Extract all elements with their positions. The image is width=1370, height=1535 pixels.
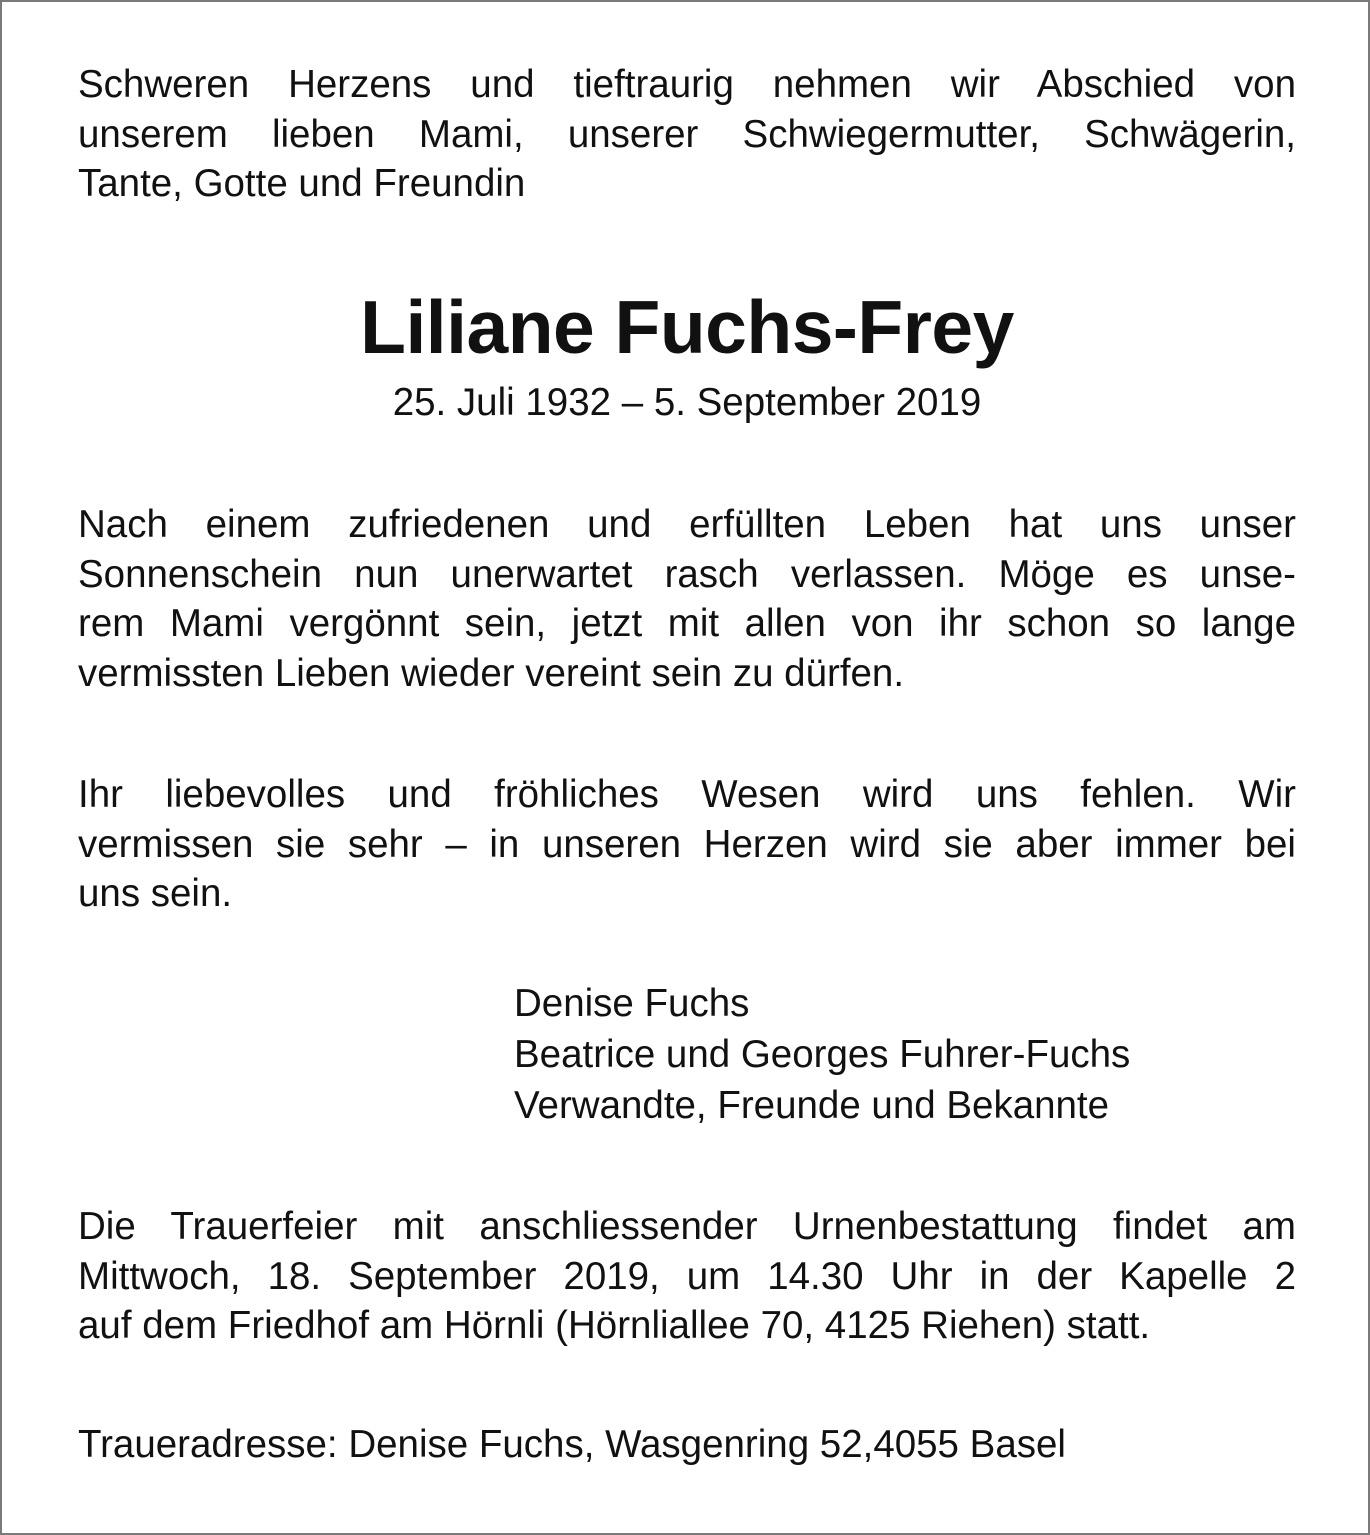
ceremony-line: auf dem Friedhof am Hörnli (Hörnliallee 70, 4125 Riehen) statt. [78, 1304, 1151, 1347]
farewell-line: Nach einem zufriedenen und erfüllten Leben hat uns unser [78, 503, 1296, 546]
signer: Beatrice und Georges Fuhrer-Fuchs [514, 1033, 1131, 1076]
intro-line: Schweren Herzens und tieftraurig nehmen wir Abschied von [78, 63, 1296, 106]
farewell-paragraph [78, 500, 1296, 698]
intro-line: Tante, Gotte und Freundin [78, 162, 526, 205]
ceremony-paragraph [78, 1202, 1296, 1351]
signer: Verwandte, Freunde und Bekannte [514, 1084, 1110, 1127]
remembrance-line: vermissen sie sehr – in unseren Herzen wird sie aber immer bei [78, 822, 1296, 866]
intro-paragraph [78, 60, 1296, 209]
signer: Denise Fuchs [514, 982, 750, 1025]
mourning-address: Traueradresse: Denise Fuchs, Wasgenring 52,4055 Basel [78, 1423, 1066, 1466]
remembrance-paragraph [78, 770, 1296, 919]
farewell-line: vermissten Lieben wieder vereint sein zu dürfen. [78, 651, 905, 695]
signers-list [514, 978, 1130, 1131]
ceremony-line: Die Trauerfeier mit anschliessender Urnenbestattung findet am [78, 1205, 1296, 1248]
remembrance-line: Ihr liebevolles und fröhliches Wesen wird uns fehlen. Wir [78, 773, 1296, 816]
farewell-line: Sonnenschein nun unerwartet rasch verlassen. Möge es unse- [78, 552, 1296, 596]
ceremony-line: Mittwoch, 18. September 2019, um 14.30 Uhr in der Kapelle 2 [78, 1254, 1296, 1298]
life-dates: 25. Juli 1932 – 5. September 2019 [392, 381, 982, 424]
remembrance-line: uns sein. [78, 872, 233, 915]
deceased-name: Liliane Fuchs-Frey [360, 285, 1014, 369]
farewell-line: rem Mami vergönnt sein, jetzt mit allen von ihr schon so lange [78, 602, 1296, 645]
intro-line: unserem lieben Mami, unserer Schwiegermutter, Schwägerin, [78, 112, 1296, 156]
